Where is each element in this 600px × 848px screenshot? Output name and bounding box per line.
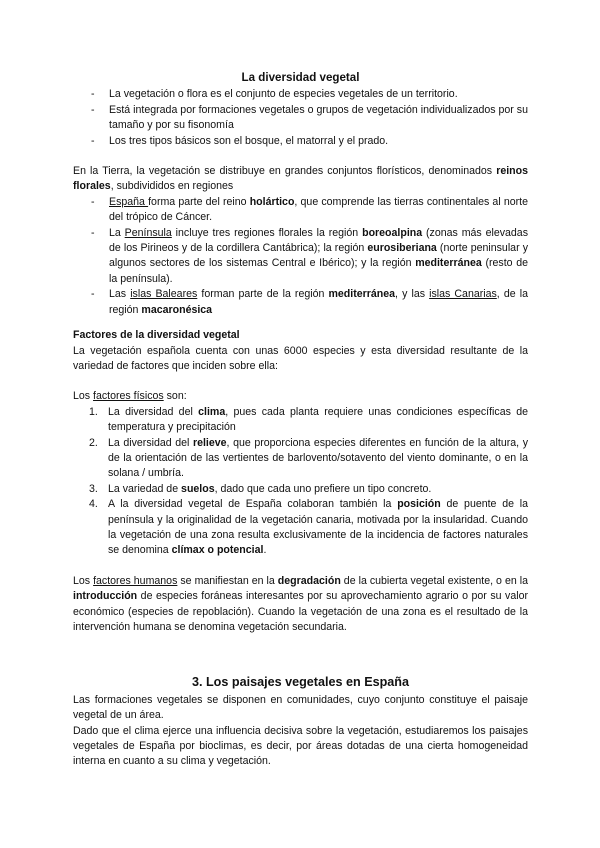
list-item: - España forma parte del reino holártico, que comprende las tierras continentales al norte del trópico de Cáncer. <box>73 195 528 226</box>
document-title: La diversidad vegetal <box>241 71 360 84</box>
paisajes-heading: 3. Los paisajes vegetales en España <box>191 675 409 690</box>
intro-list <box>73 87 528 149</box>
factores-fisicos-list <box>73 405 528 559</box>
list-item: - Los tres tipos básicos son el bosque, el matorral y el prado. <box>73 134 528 149</box>
list-item: - Las islas Baleares forman parte de la región mediterránea, y las islas Canarias, de la región macaronésica <box>73 287 528 318</box>
factores-fisicos-label: Los factores físicos son: <box>73 390 187 403</box>
list-item: 3. La variedad de suelos, dado que cada uno prefiere un tipo concreto. <box>89 482 432 495</box>
factores-intro: La vegetación española cuenta con unas 6000 especies y esta diversidad resultante de la variedad de factores que inciden sobre ella: <box>73 344 528 372</box>
document-content <box>73 70 528 770</box>
paisajes-paragraph-2: Dado que el clima ejerce una influencia decisiva sobre la vegetación, estudiaremos los paisajes vegetales de España por bioclimas, es decir, por áreas dotadas de una cierta homogeneidad interna en cuanto a su clima y vegetación. <box>73 724 528 768</box>
reinos-list <box>73 195 528 318</box>
list-item: - La vegetación o flora es el conjunto de especies vegetales de un territorio. <box>73 87 528 102</box>
list-item: 4. A la diversidad vegetal de España colaboran también la posición de puente de la península y la originalidad de la vegetación canaria, motivada por la insularidad. Cuando la vegetación de una zona resulta exclusivamente de la incidencia de factores naturales se denomina clímax o potencial. <box>89 498 528 557</box>
paisajes-paragraph-1: Las formaciones vegetales se disponen en comunidades, cuyo conjunto constituye el paisaje vegetal de un área. <box>73 693 528 722</box>
list-item: - La Península incluye tres regiones florales la región boreoalpina (zonas más elevadas de los Pirineos y de la cordillera Cantábrica); la región eurosiberiana (norte peninsular y algunos sectores de los sistemas Central e Ibérico); y la región mediterránea (resto de la península). <box>73 226 528 288</box>
list-item: 2. La diversidad del relieve, que proporciona especies diferentes en función de la altura, y de la orientación de las vertientes de barlovento/sotavento del viento dominante, o en la solana / umbría. <box>89 436 528 480</box>
reinos-paragraph: En la Tierra, la vegetación se distribuye en grandes conjuntos florísticos, denominados reinos florales, subdivididos en regiones <box>73 165 528 193</box>
list-item: - Está integrada por formaciones vegetales o grupos de vegetación individualizados por su tamaño y por su fisonomía <box>73 103 528 134</box>
list-item: 1. La diversidad del clima, pues cada planta requiere unas condiciones específicas de temperatura y precipitación <box>89 405 528 434</box>
factores-heading: Factores de la diversidad vegetal <box>73 329 240 342</box>
factores-humanos-paragraph: Los factores humanos se manifiestan en la degradación de la cubierta vegetal existente, o en la introducción de especies foráneas interesantes por su aprovechamiento agrario o por su valor económico (especies de repoblación). Cuando la vegetación de una zona es el resultado de la intervención humana se denomina vegetación secundaria. <box>73 574 528 633</box>
